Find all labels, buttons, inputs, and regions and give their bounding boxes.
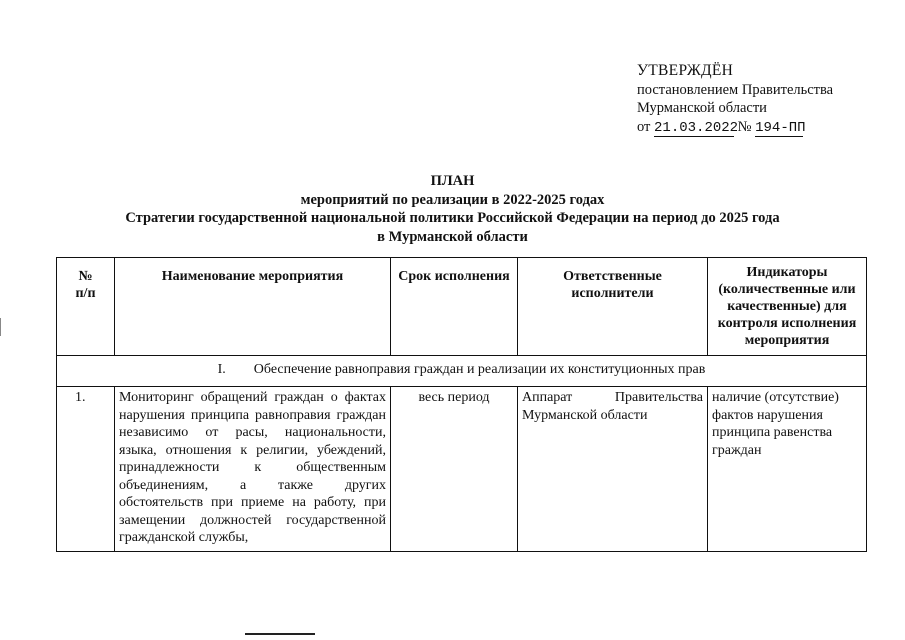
page-bottom-mark [245, 633, 315, 635]
section-row [57, 356, 867, 387]
table-header-row [57, 258, 867, 356]
row-executors: Аппарат Правительства Мурманской области [518, 387, 708, 552]
header-name: Наименование мероприятия [115, 258, 391, 356]
approval-line-2: Мурманской области [637, 100, 767, 116]
header-executors: Ответственные исполнители [518, 258, 708, 356]
row-name: Мониторинг обращений граждан о фактах нарушения принципа равноправия граждан независимо от расы, национальности, языка, отношения к религии, убеждений, принадлежности к общественным объединениям, а также других обстоятельств при приеме на работу, при замещении должностей государственной гражданской службы, [115, 387, 391, 552]
title-line-4: в Мурманской области [377, 228, 528, 245]
approval-stamp [637, 62, 833, 137]
section-roman: I. [217, 362, 226, 377]
row-indicators: наличие (отсутствие) фактов нарушения принципа равенства граждан [708, 387, 867, 552]
header-number: № п/п [57, 258, 115, 356]
date-prefix: от [637, 118, 651, 135]
approval-number: 194-ПП [755, 119, 806, 136]
table-row [57, 387, 867, 552]
header-term: Срок исполнения [391, 258, 518, 356]
row-number: 1. [57, 387, 115, 552]
approval-date-line [637, 118, 833, 137]
scan-edge-mark [0, 318, 1, 336]
plan-table [56, 257, 867, 552]
title-line-2: мероприятий по реализации в 2022-2025 годах [300, 191, 605, 208]
header-indicators: Индикаторы (количественные или качественные) для контроля исполнения мероприятия [708, 258, 867, 356]
section-heading [57, 356, 867, 387]
document-title [0, 172, 905, 246]
approval-line-1: постановлением Правительства [637, 81, 834, 98]
section-title: Обеспечение равноправия граждан и реализации их конституционных прав [253, 362, 706, 377]
number-prefix: № [737, 118, 752, 135]
row-term: весь период [391, 387, 518, 552]
approval-heading: УТВЕРЖДЁН [637, 62, 734, 79]
approval-date: 21.03.2022 [654, 119, 739, 136]
title-line-3: Стратегии государственной национальной политики Российской Федерации на период до 2025 года [125, 210, 780, 226]
title-line-1: ПЛАН [430, 173, 475, 189]
